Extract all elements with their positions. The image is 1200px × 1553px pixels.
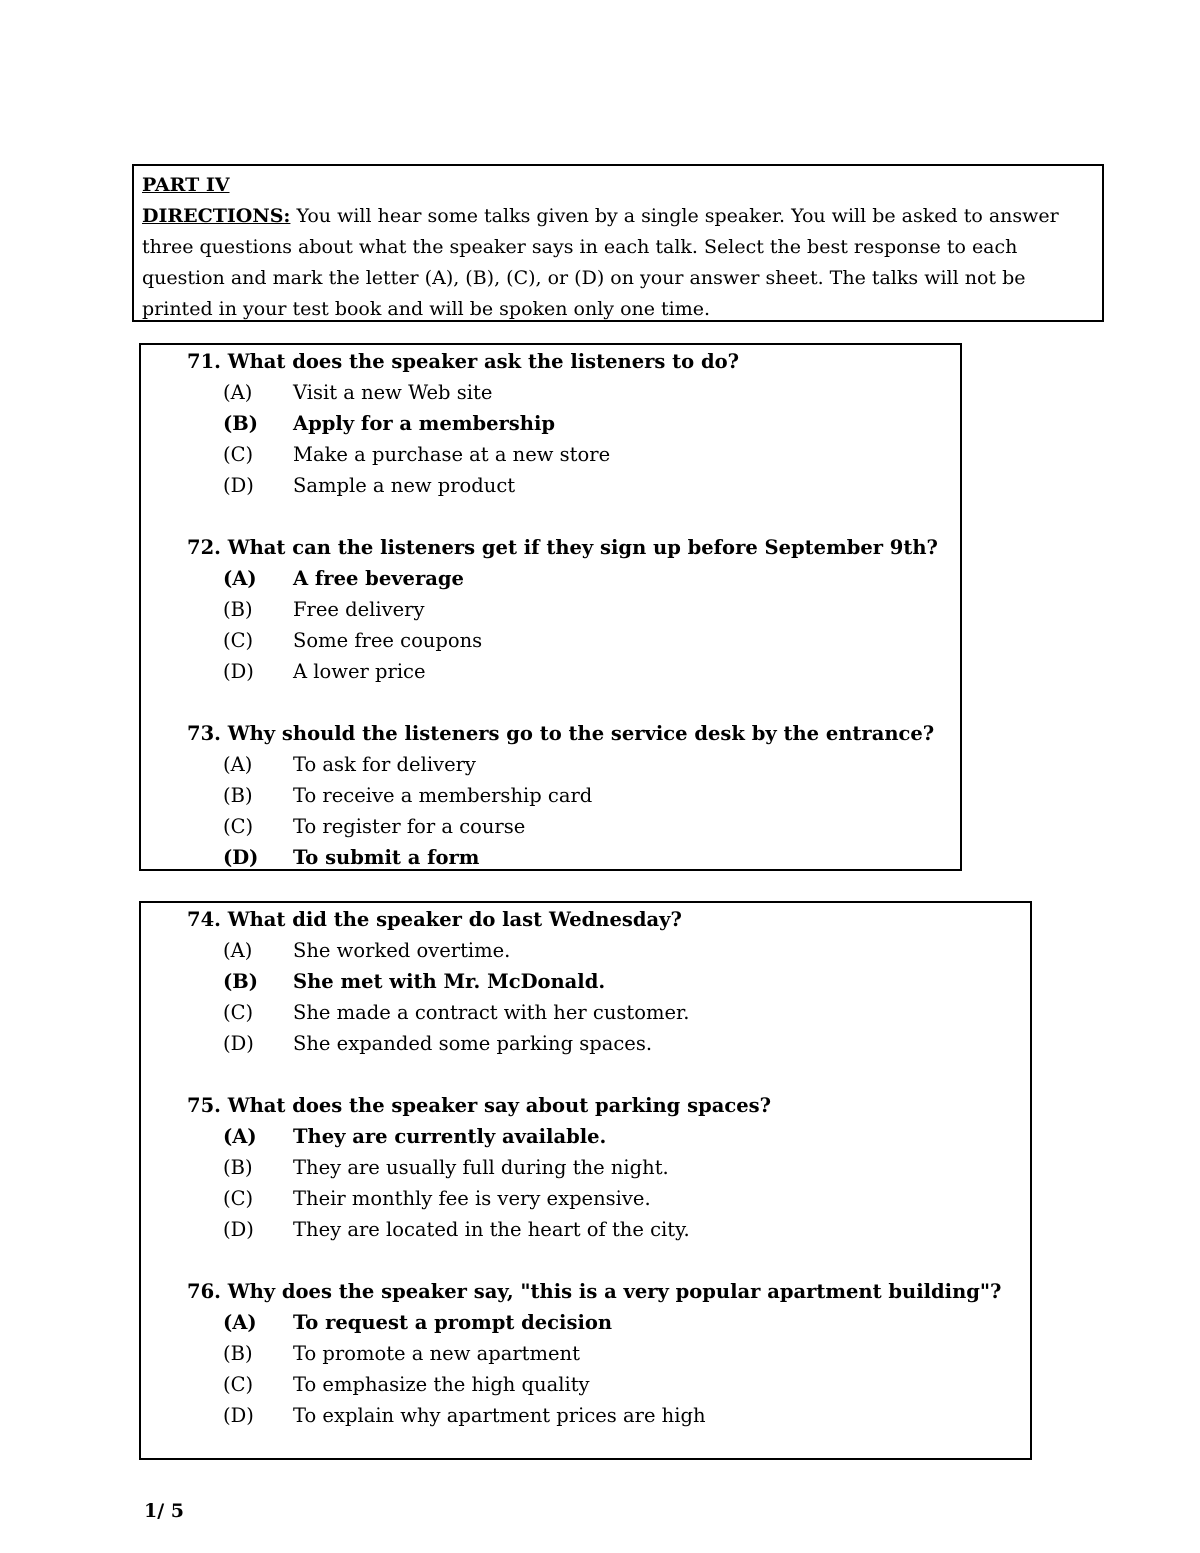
option-letter: (B) (223, 1342, 253, 1365)
question-list (187, 904, 1001, 1431)
question-text: 76. Why does the speaker say, "this is a very popular apartment building"? (187, 1280, 1002, 1303)
option-letter: (D) (223, 474, 254, 497)
option-letter: (C) (223, 815, 254, 838)
option-letter: (A) (223, 1125, 257, 1148)
option-text: A lower price (293, 660, 426, 683)
option-letter: (C) (223, 443, 254, 466)
question (187, 904, 1001, 1059)
option-letter: (D) (223, 1404, 254, 1427)
answer-option (187, 563, 938, 594)
option-letter: (C) (223, 1373, 254, 1396)
option-letter: (A) (223, 567, 257, 590)
question-list (187, 346, 938, 871)
question-text: 74. What did the speaker do last Wednesday? (187, 908, 682, 931)
answer-option (187, 1307, 1001, 1338)
answer-option (187, 935, 1001, 966)
option-letter: (C) (223, 1187, 254, 1210)
option-text: She met with Mr. McDonald. (293, 970, 606, 993)
option-text: To explain why apartment prices are high (293, 1404, 706, 1427)
option-text: She worked overtime. (293, 939, 511, 962)
option-letter: (B) (223, 784, 253, 807)
directions-paragraph (142, 201, 1094, 325)
option-text: They are currently available. (293, 1125, 607, 1148)
option-text: Apply for a membership (293, 412, 555, 435)
option-letter: (A) (223, 381, 253, 404)
answer-option (187, 1028, 1001, 1059)
option-text: To submit a form (293, 846, 480, 869)
question-text: 73. Why should the listeners go to the service desk by the entrance? (187, 722, 935, 745)
question (187, 718, 938, 871)
option-letter: (A) (223, 939, 253, 962)
part-title: PART IV (142, 174, 230, 196)
option-letter: (C) (223, 629, 254, 652)
answer-option (187, 966, 1001, 997)
option-letter: (D) (223, 1218, 254, 1241)
answer-option (187, 1369, 1001, 1400)
directions-box (132, 164, 1104, 322)
answer-option (187, 842, 938, 871)
answer-option (187, 594, 938, 625)
option-text: Sample a new product (293, 474, 516, 497)
question (187, 1090, 1001, 1245)
answer-option (187, 1338, 1001, 1369)
option-text: She expanded some parking spaces. (293, 1032, 653, 1055)
option-letter: (B) (223, 1156, 253, 1179)
answer-option (187, 656, 938, 687)
question (187, 346, 938, 501)
option-letter: (D) (223, 660, 254, 683)
page-number: 1/ 5 (144, 1500, 184, 1522)
option-text: To emphasize the high quality (293, 1373, 590, 1396)
question-text: 71. What does the speaker ask the listeners to do? (187, 350, 740, 373)
option-letter: (A) (223, 753, 253, 776)
answer-option (187, 749, 938, 780)
answer-option (187, 408, 938, 439)
option-text: A free beverage (293, 567, 464, 590)
answer-option (187, 1214, 1001, 1245)
option-text: To promote a new apartment (293, 1342, 580, 1365)
answer-option (187, 780, 938, 811)
option-text: Visit a new Web site (293, 381, 493, 404)
answer-option (187, 1121, 1001, 1152)
option-text: Some free coupons (293, 629, 483, 652)
option-letter: (D) (223, 846, 259, 869)
answer-option (187, 377, 938, 408)
option-text: To request a prompt decision (293, 1311, 613, 1334)
answer-option (187, 1152, 1001, 1183)
option-text: Free delivery (293, 598, 425, 621)
option-letter: (B) (223, 970, 258, 993)
answer-option (187, 470, 938, 501)
option-letter: (A) (223, 1311, 257, 1334)
option-text: They are usually full during the night. (293, 1156, 669, 1179)
answer-option (187, 811, 938, 842)
option-letter: (D) (223, 1032, 254, 1055)
answer-option (187, 625, 938, 656)
answer-option (187, 1183, 1001, 1214)
answer-option (187, 997, 1001, 1028)
option-text: To receive a membership card (293, 784, 593, 807)
question-text: 72. What can the listeners get if they sign up before September 9th? (187, 536, 938, 559)
option-text: To ask for delivery (293, 753, 476, 776)
question-text: 75. What does the speaker say about parking spaces? (187, 1094, 772, 1117)
question-group-1 (139, 343, 962, 871)
option-letter: (B) (223, 598, 253, 621)
option-text: To register for a course (293, 815, 526, 838)
option-letter: (C) (223, 1001, 254, 1024)
directions-label: DIRECTIONS: (142, 205, 291, 227)
option-text: She made a contract with her customer. (293, 1001, 690, 1024)
question (187, 532, 938, 687)
question (187, 1276, 1001, 1431)
option-text: Their monthly fee is very expensive. (293, 1187, 651, 1210)
question-group-2 (139, 901, 1032, 1460)
option-text: Make a purchase at a new store (293, 443, 611, 466)
option-letter: (B) (223, 412, 258, 435)
directions-text: You will hear some talks given by a single speaker. You will be asked to answer three questions about what the speaker says in each talk. Select the best response to each question and mark the letter (A), (B), (C), or (D) on your answer sheet. The talks will not be printed in your test book and will be spoken only one time. (142, 205, 1059, 320)
option-text: They are located in the heart of the city. (293, 1218, 690, 1241)
answer-option (187, 1400, 1001, 1431)
answer-option (187, 439, 938, 470)
